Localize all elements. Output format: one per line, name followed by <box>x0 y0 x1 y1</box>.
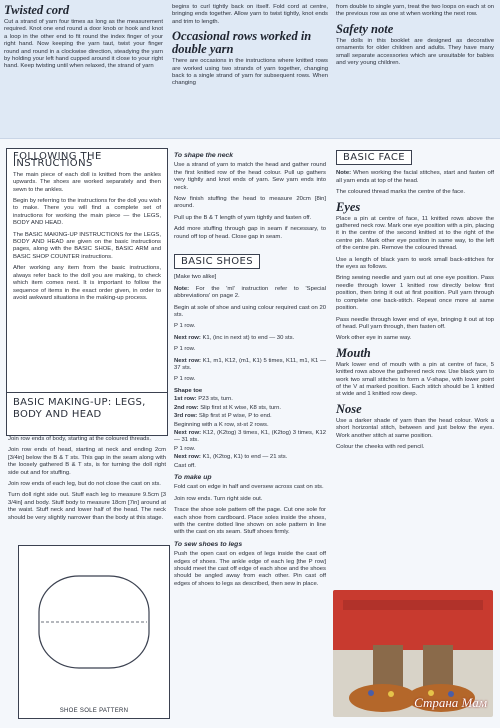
row-text: P23 sts, turn. <box>198 396 233 403</box>
shoes-note-label: Note: <box>174 285 190 292</box>
twisted-cord-text: Cut a strand of yarn four times as long as the measurement required. Knot one end round a door knob or hook and knot a loop in the other end to fit round the index finger of your right hand. Now keeping the yarn taut, twist your finger round and round in a clockwise direction, steadying the yarn by holding your left hand cupped around it close to your right hand. Keep twisting until when relaxed, the strand of yarn <box>4 19 163 70</box>
makeup-p2: Join row ends. Turn right side out. <box>174 495 263 502</box>
safety-section <box>336 4 494 71</box>
following-p3: The BASIC MAKING-UP INSTRUCTIONS for the LEGS, BODY AND HEAD are given on the basic instructions pages, along with the BASIC SHOE, BASIC ARM and BASIC SHOP COUNTER instructions. <box>13 231 161 260</box>
watermark-logo: Страна Мам <box>414 695 487 710</box>
following-p2: Begin by referring to the instructions for the doll you wish to make. There you will find a complete set of instructions for working the main piece — the LEGS, BODY AND HEAD. <box>13 198 161 227</box>
nose-p1: Use a darker shade of yarn than the head colour. Work a short horizontal stitch, between and just below the eyes. Work another stitch at same position. <box>336 417 494 439</box>
toe-row-2 <box>174 405 326 412</box>
mouth-p1: Mark lower end of mouth with a pin at centre of face, 5 knitted rows above the gathered neck row. Use black yarn to work two small stitches to form a V-shape, with lower point of the V at marked position. Each stitch should be 1 knitted st wide and 1 knitted row deep. <box>336 361 494 398</box>
eyes-p2: Use a length of black yarn to work small back-stitches for the eyes as follows. <box>336 256 494 271</box>
shape-toe-heading: Shape toe <box>174 387 203 394</box>
sew-shoes-title: To sew shoes to legs <box>174 540 243 548</box>
shape-neck-title: To shape the neck <box>174 152 234 159</box>
making-p1: Join row ends of body, starting at the coloured threads. <box>8 436 151 442</box>
toe-row-7 <box>174 454 326 461</box>
occasional-rows-section <box>172 4 328 92</box>
basic-making-up-header-box <box>6 392 168 436</box>
nose-p2: Colour the cheeks with red pencil. <box>336 443 425 450</box>
shoes-row-1 <box>174 335 326 342</box>
row-text: K12, (K2tog) 3 times, K1, (K2tog) 3 times, K12 — 31 sts. <box>174 429 326 444</box>
mouth-title: Mouth <box>336 345 371 360</box>
toe-row-3 <box>174 413 326 420</box>
shoes-note <box>174 286 326 301</box>
basic-face-title: BASIC FACE <box>336 150 412 165</box>
shoe-sole-pattern-box <box>18 545 170 719</box>
occasional-rows-continued: from double to single yarn, treat the two loops on each st on the previous row as one st when working the next row. <box>336 4 494 18</box>
following-p1: The main piece of each doll is knitted from the ankles upwards. The shoes are worked separately and then sewn to the ankles. <box>13 171 161 193</box>
safety-note-text: The dolls in this booklet are designed as decorative ornaments for older children and adults. They have many small separate accessories which are unsuitable for babies and very young children. <box>336 37 494 67</box>
twisted-cord-continued: begins to curl tightly back on itself. Fold cord at centre, bringing ends together. Allow yarn to twist tightly, knot ends and trim to length. <box>172 4 328 25</box>
neck-p1: Use a strand of yarn to match the head and gather round the first knitted row of the head colour. Pull up gathers very tightly and knot ends of yarn. Sew yarn ends into neck. <box>174 162 326 191</box>
making-p3: Join row ends of each leg, but do not close the cast on sts. <box>8 481 161 488</box>
shoes-row-2 <box>174 358 326 373</box>
row-label: Next row: <box>174 334 201 341</box>
occasional-rows-text: There are occasions in the instructions where knitted rows are worked using two strands of yarn together, changing back to a single strand of yarn for subsequent rows. When changing <box>172 58 328 87</box>
basic-making-up-text <box>8 436 166 526</box>
basic-making-up-title: BASIC MAKING-UP: LEGS, BODY AND HEAD <box>13 397 146 420</box>
eyes-p5: Work other eye in same way. <box>336 335 412 342</box>
neck-p4: Add more stuffing through gap in seam if necessary, to round off top of head. Close gap in seam. <box>174 226 326 240</box>
row-label: 1st row: <box>174 396 197 403</box>
row-text: K1, m1, K12, (m1, K1) 5 times, K11, m1, K1 — 37 sts. <box>174 357 326 372</box>
twisted-cord-section <box>4 4 163 75</box>
sew-p1: Push the open cast on edges of legs inside the cast off edges of shoes. The ankle edge of each leg [the P row] should meet the cast off edge of each shoe and the shoes should be angled away from each other. Pin cast off edges of shoes to legs as described, then sew in place. <box>174 551 326 587</box>
following-instructions-title: FOLLOWING THE INSTRUCTIONS <box>13 153 161 168</box>
face-note <box>336 170 494 185</box>
eyes-p1: Place a pin at centre of face, 11 knitted rows above the gathered neck row. Mark one eye position with a pin, placing it in the centre of the second knitted st to the right of the centre pin. Mark other eye position in same way, to the left of the centre pin. Remove the coloured thread. <box>336 215 494 252</box>
makeup-p1: Fold cast on edge in half and oversew across cast on sts. <box>174 484 324 491</box>
top-strip <box>0 0 500 138</box>
shoes-p1: Begin at sole of shoe and using colour required cast on 20 sts. <box>174 304 326 319</box>
basic-face-section <box>336 148 494 455</box>
making-p2: Join row ends of head, starting at neck and ending 2cm [3/4in] below the B & T sts. This gap in the seam along with the loosely gathered B & T sts, is for turning the doll right side out and for stuffing. <box>8 447 166 476</box>
face-note-text: When working the facial stitches, start and fasten off all yarn ends at top of the head. <box>336 170 494 184</box>
row-label: 3rd row: <box>174 413 198 420</box>
nose-title: Nose <box>336 401 362 416</box>
face-note-label: Note: <box>336 170 352 177</box>
row-text: Slip first st P wise, P to end. <box>198 413 272 420</box>
twisted-cord-title: Twisted cord <box>4 3 70 17</box>
shoes-p4: P 1 row. <box>174 346 196 353</box>
shape-toe-label <box>174 388 326 395</box>
make-two-note: [Make two alike] <box>174 274 217 281</box>
making-p4: Turn doll right side out. Stuff each leg to measure 9.5cm [3 3/4in] and body. Stuff body to measure 18cm [7in] around at the waist. Stuff neck and lower half of the head. The neck should be very slightly narrower than the body at this stage. <box>8 492 166 521</box>
toe-p6: P 1 row. <box>174 445 196 452</box>
make-up-title: To make up <box>174 473 212 481</box>
occasional-rows-title: Occasional rows worked in double yarn <box>172 29 312 57</box>
row-text: Slip first st K wise, K8 sts, turn. <box>200 404 282 411</box>
shoes-p6: P 1 row. <box>174 376 196 383</box>
following-instructions-box <box>6 148 168 394</box>
basic-shoes-section <box>174 252 326 592</box>
following-p4: After working any item from the basic instructions, always refer back to the doll you are making, to check which item comes next. It is important to follow the sequence of items in the exact order given, in order to avoid awkward situations in the making-up process. <box>13 265 161 301</box>
eyes-p4: Pass needle through lower end of eye, bringing it out at top of head. Pull yarn through, then fasten off. <box>336 316 494 330</box>
basic-shoes-title: BASIC SHOES <box>174 254 260 269</box>
neck-p2: Now finish stuffing the head to measure 20cm [8in] around. <box>174 196 326 210</box>
eyes-title: Eyes <box>336 199 361 214</box>
toe-p8: Cast off. <box>174 462 196 469</box>
knitted-doll-photo <box>333 590 493 717</box>
makeup-p3: Trace the shoe sole pattern off the page. Cut one sole for each shoe from cardboard. Place soles inside the shoes, with the centre dotted line shown on sole pattern in line with the cast on sts seam. Stuff shoes firmly. <box>174 507 326 536</box>
row-label: Next row: <box>174 429 202 436</box>
shoe-sole-pattern-caption: SHOE SOLE PATTERN <box>59 708 129 714</box>
face-p2: The coloured thread marks the centre of the face. <box>336 189 466 196</box>
toe-p4: Beginning with a K row, st-st 2 rows. <box>174 421 269 428</box>
neck-p3: Pull up the B & T length of yarn tightly and fasten off. <box>174 214 312 221</box>
row-text: K1, (inc in next st) to end — 30 sts. <box>202 334 295 341</box>
row-label: Next row: <box>174 357 201 364</box>
shoes-note-text: For the 'ml' instruction refer to 'Special abbreviations' on page 2. <box>174 285 326 300</box>
toe-row-5 <box>174 430 326 445</box>
row-label: Next row: <box>174 454 201 461</box>
eyes-p3: Bring sewing needle and yarn out at one eye position. Pass needle through lower 1 knitted row directly below first position, then bring it out at first position. Pull yarn through to complete one back-stitch. Repeat once more at same position. <box>336 275 494 312</box>
shoes-p2: P 1 row. <box>174 323 196 330</box>
shape-neck-section <box>174 148 326 245</box>
row-label: 2nd row: <box>174 404 199 411</box>
shoe-sole-outline-icon <box>19 546 169 696</box>
toe-row-1 <box>174 396 326 403</box>
row-text: K1, (K2tog, K1) to end — 21 sts. <box>202 454 288 461</box>
safety-note-title: Safety note <box>336 21 394 36</box>
